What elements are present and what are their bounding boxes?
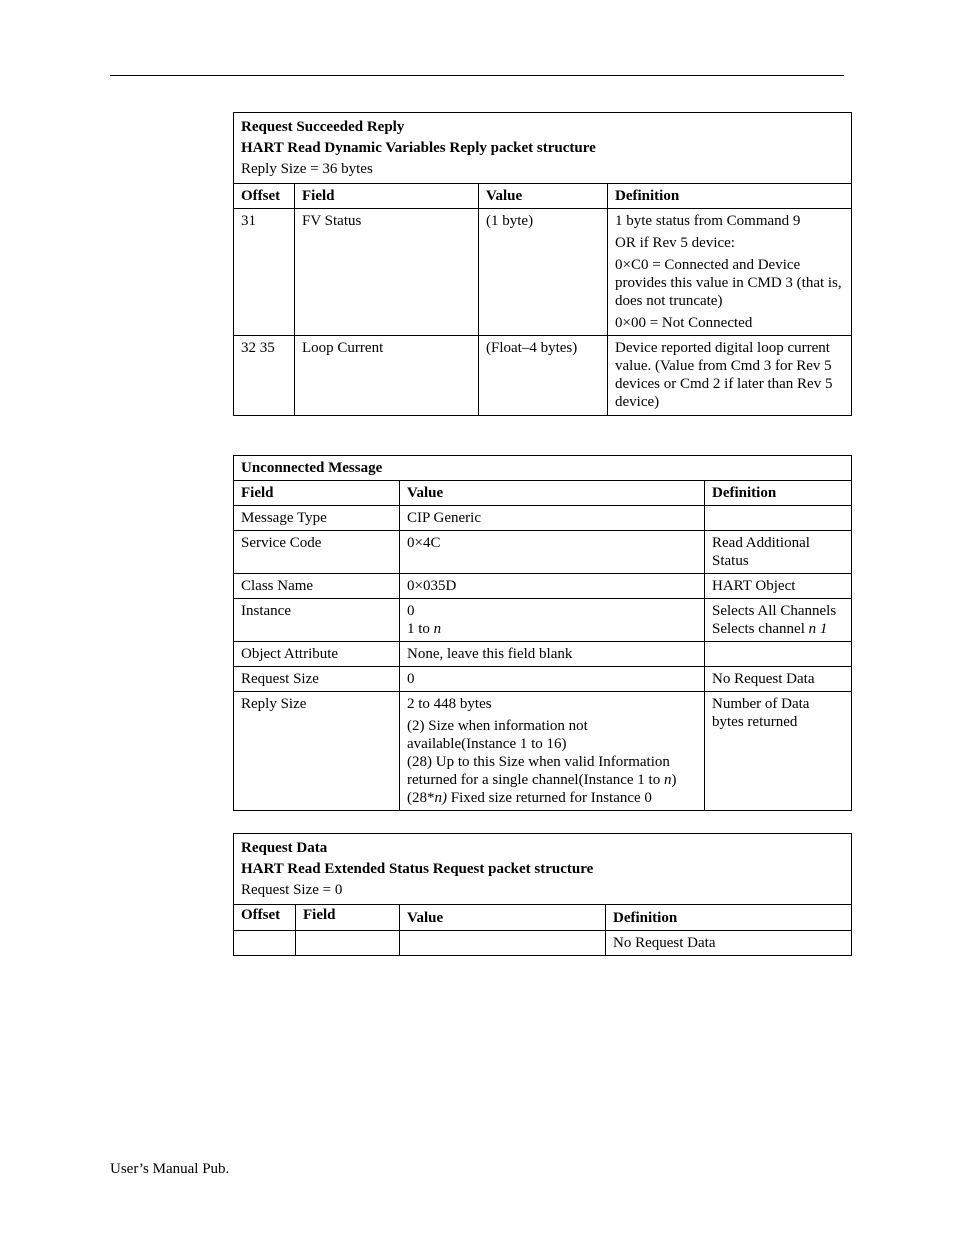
column-header: Field <box>295 184 479 209</box>
definition-line: Selects All Channels <box>712 603 837 619</box>
table-title: Request Data <box>241 840 328 856</box>
definition-cell: HART Object <box>705 574 852 599</box>
offset-cell: 31 <box>234 209 295 336</box>
table-row <box>234 692 852 811</box>
definition-cell <box>705 506 852 531</box>
definition-cell: Device reported digital loop current value. (Value from Cmd 3 for Rev 5 devices or Cmd 2 if later than Rev 5 device) <box>608 336 852 416</box>
field-cell: Instance <box>234 599 400 642</box>
offset-cell <box>234 931 296 956</box>
field-cell: Message Type <box>234 506 400 531</box>
field-cell: Service Code <box>234 531 400 574</box>
field-cell: Loop Current <box>295 336 479 416</box>
value-cell: 0 <box>400 667 705 692</box>
table-caption <box>234 113 852 184</box>
reply-structure-table <box>233 112 852 416</box>
table-row <box>234 667 852 692</box>
value-cell <box>400 599 705 642</box>
value-cell: 0×4C <box>400 531 705 574</box>
column-header: Definition <box>608 184 852 209</box>
header-rule <box>110 75 844 76</box>
column-header: Value <box>479 184 608 209</box>
column-header: Field <box>234 481 400 506</box>
value-line: 2 to 448 bytes <box>407 696 492 712</box>
definition-line: Selects channel n 1 <box>712 621 828 637</box>
table-row <box>234 209 852 336</box>
definition-cell: Read Additional Status <box>705 531 852 574</box>
table-header-row <box>234 481 852 506</box>
value-cell: None, leave this field blank <box>400 642 705 667</box>
table-subtitle: HART Read Extended Status Request packet structure <box>241 861 594 877</box>
table-row <box>234 531 852 574</box>
offset-cell: 32 35 <box>234 336 295 416</box>
table-row <box>234 599 852 642</box>
table-row <box>234 574 852 599</box>
value-line: (28*n) Fixed size returned for Instance 0 <box>407 790 652 806</box>
field-cell: Object Attribute <box>234 642 400 667</box>
table-row <box>234 931 852 956</box>
definition-cell: No Request Data <box>606 931 852 956</box>
definition-cell <box>608 209 852 336</box>
table-size-line: Request Size = 0 <box>241 882 343 898</box>
definition-line: OR if Rev 5 device: <box>615 235 735 251</box>
table-title: Request Succeeded Reply <box>241 119 405 135</box>
value-cell: 0×035D <box>400 574 705 599</box>
value-cell: (1 byte) <box>479 209 608 336</box>
definition-line: 0×C0 = Connected and Device provides this value in CMD 3 (that is, does not truncate) <box>615 257 842 309</box>
definition-line: 1 byte status from Command 9 <box>615 213 801 229</box>
table-caption <box>234 834 852 905</box>
table-title: Unconnected Message <box>234 456 852 481</box>
table-header-row <box>234 905 852 931</box>
value-cell: (Float–4 bytes) <box>479 336 608 416</box>
definition-cell: Number of Data bytes returned <box>705 692 852 811</box>
definition-cell <box>705 642 852 667</box>
value-cell <box>400 692 705 811</box>
unconnected-message-table <box>233 455 852 811</box>
column-header: Value <box>400 905 606 931</box>
column-header: Definition <box>606 905 852 931</box>
table-header-row <box>234 184 852 209</box>
value-cell <box>400 931 606 956</box>
value-line: (2) Size when information not available(Instance 1 to 16) <box>407 718 588 752</box>
table-row <box>234 336 852 416</box>
field-cell: FV Status <box>295 209 479 336</box>
table-row <box>234 642 852 667</box>
field-cell <box>296 931 400 956</box>
value-line: (28) Up to this Size when valid Information returned for a single channel(Instance 1 to n) <box>407 754 677 788</box>
table-row <box>234 506 852 531</box>
field-cell: Reply Size <box>234 692 400 811</box>
column-header: Value <box>400 481 705 506</box>
value-line: 0 <box>407 603 415 619</box>
value-line: 1 to n <box>407 621 442 637</box>
column-header: Offset <box>234 905 296 931</box>
field-cell: Class Name <box>234 574 400 599</box>
table-subtitle: HART Read Dynamic Variables Reply packet structure <box>241 140 596 156</box>
column-header: Offset <box>234 184 295 209</box>
value-cell: CIP Generic <box>400 506 705 531</box>
definition-line: 0×00 = Not Connected <box>615 315 753 331</box>
page-footer: User’s Manual Pub. <box>110 1161 230 1177</box>
definition-cell: No Request Data <box>705 667 852 692</box>
table-size-line: Reply Size = 36 bytes <box>241 161 373 177</box>
column-header: Field <box>296 905 400 931</box>
field-cell: Request Size <box>234 667 400 692</box>
request-structure-table <box>233 833 852 956</box>
column-header: Definition <box>705 481 852 506</box>
definition-cell <box>705 599 852 642</box>
